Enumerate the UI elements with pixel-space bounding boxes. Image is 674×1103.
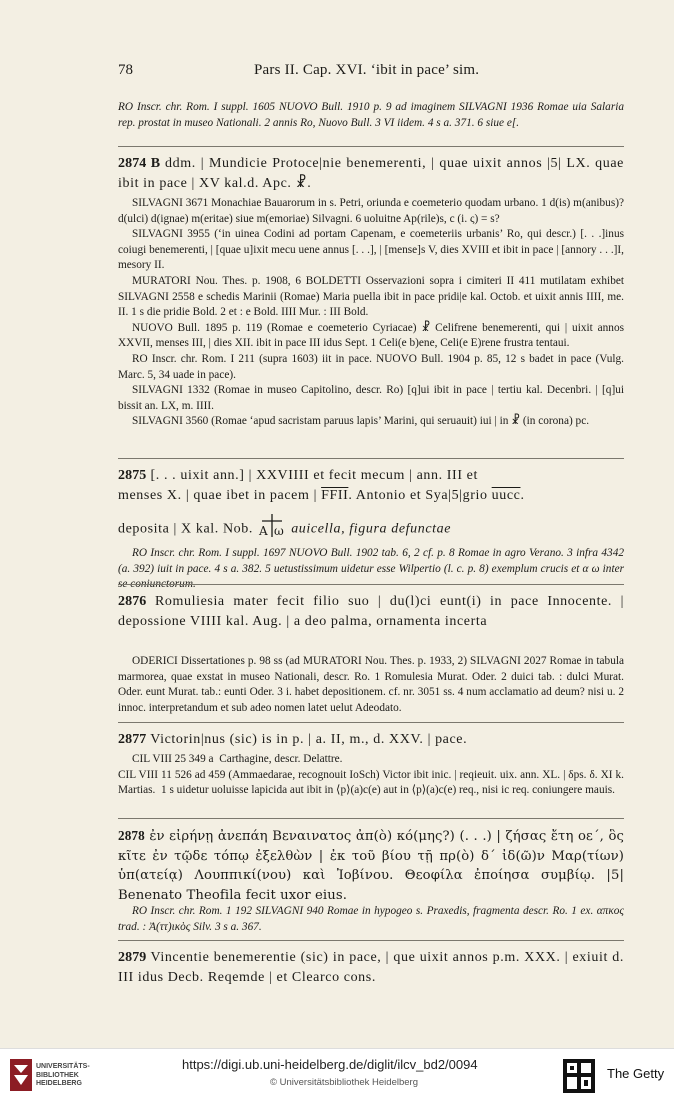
svg-text:A: A xyxy=(259,524,269,538)
note-paragraph: NUOVO Bull. 1895 p. 119 (Romae e coemeterio Cyriacae) ☧ Celifrene benemerenti, qui | uixit annos XXVII, menses III, | dies XII. ibit in pace III idus Sept. 1 Celi(e b)ene, Celi(e E)rene frustra tentaui. xyxy=(118,321,624,350)
entry-number: 2875 xyxy=(118,468,147,483)
entry-text: ddm. | Mundicie Protoce|nie benemerenti, | quae uixit annos |5| LX. quae ibit in pace | XV kal.d. Apc. ☧. xyxy=(118,156,624,191)
entry-2878 xyxy=(118,826,624,905)
university-library-logo-icon xyxy=(10,1059,32,1091)
copyright-text: © Universitätsbibliothek Heidelberg xyxy=(270,1077,418,1088)
entry-2875-notes: RO Inscr. chr. Rom. I suppl. 1697 NUOVO Bull. 1902 tab. 6, 2 cf. p. 8 Romae in agro Verano. 3 infra 4342 (a. 392) iuit in pace. 4 s a. 382. 5 uetustissimum uidetur esse Wilpertio (l. c. p. 8) exemplum crucis et α ω inter se coniunctorum. xyxy=(118,547,624,591)
entry-2876 xyxy=(118,592,624,631)
viewer-footer xyxy=(0,1048,674,1103)
note-paragraph: RO Inscr. chr. Rom. I 211 (supra 1603) iit in pace. NUOVO Bull. 1904 p. 85, 12 s badet in pace (Vulg. Marc. 5, 34 uade in pace). xyxy=(118,352,624,381)
overlined-abbr: FFII xyxy=(321,487,349,503)
note-paragraph: SILVAGNI 3955 (‘in uinea Codini ad portam Capenam, e coemeteriis urbanis’ Ro, qui descr.) [. . .]inus coiugi benemerenti, | [quae u]ixit mecu uene annus [. . .], | [mense]s V, dies XVIII et ibit in pace | [annory . . .]I, mesory II. xyxy=(118,228,624,272)
entry-line: [. . . uixit ann.] | XXVIIII et fecit mecum | ann. III et xyxy=(146,468,478,483)
entry-text: ἐν εἰρήνῃ ἀνεπάη Βεναινατος ἀπ(ὸ) κό(μης?) (. . .) | ζήσας ἔτη οε΄, ὃς κῖτε ἐν τῷδε τόπῳ ἐξελθὼν | ἐκ τοῦ βίου τῇ πρ(ὸ) δ΄ ἰδ(ῶ)ν Μαρ(τίων) ὑπ(ατείᾳ) Λουππικί(νου) καὶ Ἰοβίνου. Θεοφίλα ἐποίησα συμβίῳ. |5| Benenato Theofila fecit uxor eius. xyxy=(118,829,624,903)
entry-line: menses X. | quae ibet in pacem | xyxy=(118,487,322,503)
entry-number: 2874 B xyxy=(118,156,161,171)
entry-2876-notes: ODERICI Dissertationes p. 98 ss (ad MURATORI Nou. Thes. p. 1933, 2) SILVAGNI 2027 Romae in tabula marmorea, quae exstat in museo Nationali, descr. Ro. 1 Romulesia Murat. Oder. 2 duici tab. : dulci Murat. Oder. eunt Murat. tab.: eunti Oder. 3 i. habet depositionem. cf. nr. 3051 ss. 4 num acclamatio ad deum? nisi u. 2 innoc. interpretandum et sub adeo nomen latet uelut Adeodato. xyxy=(118,655,624,714)
entry-line: . Antonio et Sya|5|grio xyxy=(348,487,492,503)
overlined-abbr: uucc xyxy=(491,487,521,503)
library-name: UNIVERSITÄTS- BIBLIOTHEK HEIDELBERG xyxy=(36,1063,90,1087)
divider xyxy=(118,940,624,941)
divider xyxy=(118,818,624,819)
divider xyxy=(118,146,624,147)
page-number: 78 xyxy=(118,62,133,78)
entry-text: Romuliesia mater fecit filio suo | du(l)ci eunt(i) in pace Innocente. | depossione VIIII kal. Aug. | a deo palma, ornamenta incerta xyxy=(118,594,624,629)
entry-number: 2879 xyxy=(118,950,147,965)
entry-2879 xyxy=(118,948,624,987)
entry-2878-notes: RO Inscr. chr. Rom. 1 192 SILVAGNI 940 Romae in hypogeo s. Praxedis, fragmenta descr. Ro. 1 ex. απκος trad. : Ἀ(ττ)ικὸς Silv. 3 s a. 367. xyxy=(118,905,624,933)
running-title: Pars II. Cap. XVI. ‘ibit in pace’ sim. xyxy=(254,62,480,78)
svg-text:ω: ω xyxy=(274,524,285,538)
entry-2875: 2875 [. . . uixit ann.] | XXVIIII et fecit mecum | ann. III et menses X. | quae ibet in pacem | FFII. Antonio et Sya|5|grio uucc. deposita | X kal. Nob. A ω auicella, figura defunctae xyxy=(118,466,624,546)
entry-2877 xyxy=(118,730,624,750)
entry-number: 2876 xyxy=(118,594,147,609)
partner-name: The Getty xyxy=(607,1066,665,1081)
entry-description: auicella, figura defunctae xyxy=(291,521,452,537)
entry-number: 2877 xyxy=(118,732,147,747)
entry-text: Vincentie benemerentie (sic) in pace, | que uixit annos p.m. XXX. | exiuit d. III idus Decb. Reqemde | et Clearco cons. xyxy=(118,950,624,985)
intro-note: RO Inscr. chr. Rom. I suppl. 1605 NUOVO Bull. 1910 p. 9 ad imaginem SILVAGNI 1936 Romae uia Salaria rep. prostat in museo Nationali. 2 annis Ro, Nuovo Bull. 3 VI iidem. 4 s a. 371. 6 siue e[. xyxy=(118,101,624,129)
note-paragraph: SILVAGNI 3671 Monachiae Bauarorum in s. Petri, oriunda e coemeterio quodam urbano. 1 d(is) m(anibus)? d(ulci) d(ignae) m(eritae) siue m(emoriae) Silvagni. 6 uoluitne Ap(rile)s, c (i. ς) = s? xyxy=(118,197,624,225)
note-paragraph: SILVAGNI 1332 (Romae in museo Capitolino, descr. Ro) [q]ui ibit in pace | tertiu kal. Decenbri. | [q]ui bissit an. LX, m. IIII. xyxy=(118,384,624,412)
entry-number: 2878 xyxy=(118,828,145,843)
running-header xyxy=(118,62,614,82)
entry-2874-notes xyxy=(118,196,624,430)
entry-2874 xyxy=(118,154,624,193)
entry-text: Victorin|nus (sic) is in p. | a. II, m., d. XXV. | pace. xyxy=(146,732,468,747)
getty-logo-icon xyxy=(563,1059,595,1093)
divider xyxy=(118,458,624,459)
note-paragraph: MURATORI Nou. Thes. p. 1908, 6 BOLDETTI Osservazioni sopra i cimiteri II 411 mutilatam exhibet SILVAGNI 2558 e schedis Marinii (Romae) Maria puella ibit in pace pridi|e kal. Octob. et uixit annis IIII, me. II. 1 s die pridie Bold. 2 et : e Bold. IIII Mur. : III Bold. xyxy=(118,274,624,319)
divider xyxy=(118,584,624,585)
cross-alpha-omega-symbol xyxy=(257,513,287,546)
entry-line: deposita | X kal. Nob. xyxy=(118,521,258,537)
divider xyxy=(118,722,624,723)
note-paragraph: SILVAGNI 3560 (Romae ‘apud sacristam paruus lapis’ Marini, qui seruauit) iui | in ☧ (in corona) pc. xyxy=(132,415,590,428)
page-url-link[interactable]: https://digi.ub.uni-heidelberg.de/diglit/ilcv_bd2/0094 xyxy=(182,1057,478,1072)
entry-2877-notes: CIL VIII 25 349 a Carthagine, descr. Delattre. CIL VIII 11 526 ad 459 (Ammaedarae, recognouit IoSch) Victor ibit inic. | reqieuit. uix. ann. XL. | δps. δ. XI k. Martias. 1 s uidetur uoluisse lapicida aut ibit in ⟨p⟩(a)c(e) aut in ⟨p⟩(a)c(e) req., nisi ic req. coniungere mauis. xyxy=(118,753,624,797)
